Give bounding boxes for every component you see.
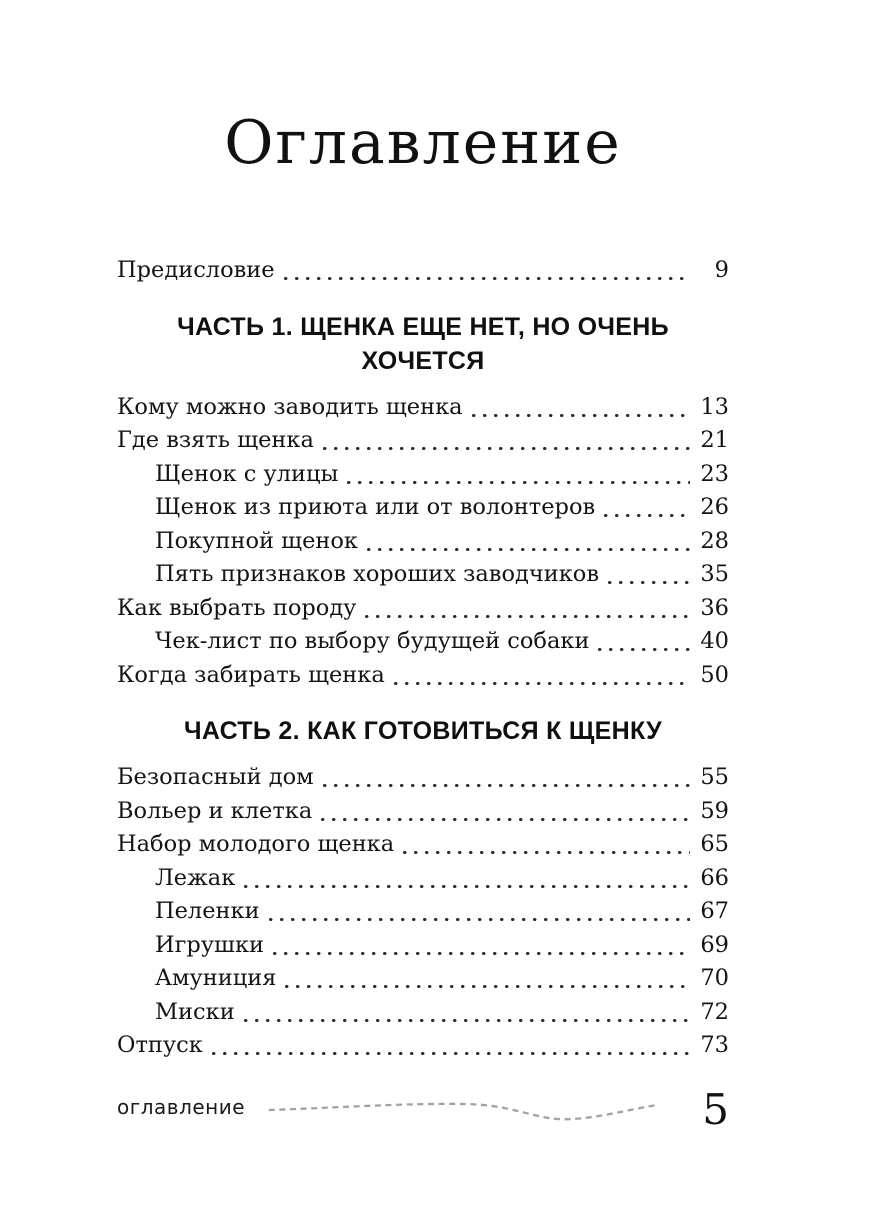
footer-page-number: 5 <box>702 1085 729 1134</box>
toc-entry-page: 21 <box>700 427 729 453</box>
toc-entry-label: Покупной щенок <box>155 527 358 554</box>
toc-entry-page: 35 <box>700 561 729 587</box>
dot-leader <box>244 885 690 888</box>
toc-entry-page: 28 <box>700 527 729 554</box>
toc-entry-page: 66 <box>700 864 729 891</box>
toc-entry <box>117 558 729 592</box>
toc-entry <box>117 625 729 659</box>
dot-leader <box>284 277 690 280</box>
dot-leader <box>394 682 690 685</box>
dot-leader <box>273 952 690 955</box>
dot-leader <box>608 581 690 584</box>
toc-entry-label: Амуниция <box>155 965 277 991</box>
toc-entry-page: 40 <box>700 628 729 654</box>
toc-entry-label: Отпуск <box>117 1032 203 1058</box>
toc-entry-page: 9 <box>714 257 729 283</box>
toc-entry-label: Набор молодого щенка <box>117 831 395 857</box>
toc-entry-label: Предисловие <box>117 257 275 283</box>
toc-entry-label: Безопасный дом <box>117 764 314 790</box>
toc-entry-label: Лежак <box>155 864 236 891</box>
page-footer <box>117 1085 729 1134</box>
toc-entry-label: Когда забирать щенка <box>117 661 385 688</box>
toc-list <box>117 254 729 1063</box>
dot-leader <box>244 1019 690 1022</box>
dot-leader <box>347 481 690 484</box>
toc-entry-label: Вольер и клетка <box>117 797 313 824</box>
toc-entry <box>117 592 729 626</box>
toc-entry <box>117 491 729 525</box>
toc-entry-label: Щенок из приюта или от волонтеров <box>155 494 596 520</box>
toc-entry-label: Как выбрать породу <box>117 594 357 621</box>
toc-entry <box>117 391 729 425</box>
toc-entry-page: 59 <box>700 797 729 824</box>
toc-entry-label: Игрушки <box>155 931 265 958</box>
footer-section-label: оглавление <box>117 1095 246 1119</box>
toc-entry-page: 70 <box>700 965 729 991</box>
toc-entry <box>117 254 729 288</box>
footer-wavy-line-icon <box>267 1092 658 1122</box>
dot-leader <box>365 615 690 618</box>
page-title: Оглавление <box>224 108 622 178</box>
toc-entry <box>117 862 729 896</box>
toc-entry-page: 23 <box>700 460 729 487</box>
dot-leader <box>285 985 690 988</box>
dot-leader <box>212 1052 690 1055</box>
toc-entry <box>117 761 729 795</box>
dot-leader <box>269 918 690 921</box>
dot-leader <box>598 648 690 651</box>
toc-entry <box>117 795 729 829</box>
toc-entry-page: 72 <box>700 998 729 1025</box>
toc-section-header: ЧАСТЬ 2. КАК ГОТОВИТЬСЯ К ЩЕНКУ <box>183 717 663 745</box>
toc-entry-page: 36 <box>700 594 729 621</box>
toc-entry-page: 55 <box>700 764 729 790</box>
dot-leader <box>403 851 690 854</box>
toc-entry-label: Пеленки <box>155 898 260 924</box>
toc-entry <box>117 659 729 693</box>
toc-entry <box>117 828 729 862</box>
toc-entry-label: Где взять щенка <box>117 427 314 453</box>
toc-entry <box>117 458 729 492</box>
toc-entry-label: Миски <box>155 998 235 1025</box>
toc-entry-label: Кому можно заводить щенка <box>117 393 463 420</box>
toc-entry-label: Щенок с улицы <box>155 460 339 487</box>
toc-entry <box>117 1029 729 1063</box>
toc-entry-page: 73 <box>700 1032 729 1058</box>
toc-entry-page: 13 <box>700 393 729 420</box>
dot-leader <box>604 514 690 517</box>
dot-leader <box>321 818 690 821</box>
toc-entry <box>117 996 729 1030</box>
dot-leader <box>472 414 690 417</box>
toc-entry <box>117 895 729 929</box>
toc-entry-page: 67 <box>700 898 729 924</box>
dot-leader <box>367 548 690 551</box>
dot-leader <box>323 447 690 450</box>
toc-entry-page: 50 <box>700 661 729 688</box>
toc-content <box>117 0 729 1063</box>
toc-entry <box>117 962 729 996</box>
toc-section-header: ЧАСТЬ 1. ЩЕНКА ЕЩЕ НЕТ, НО ОЧЕНЬ ХОЧЕТСЯ <box>177 312 669 375</box>
toc-entry-label: Чек-лист по выбору будущей собаки <box>155 628 590 654</box>
toc-entry <box>117 929 729 963</box>
toc-entry-page: 26 <box>700 494 729 520</box>
toc-entry <box>117 525 729 559</box>
toc-entry <box>117 424 729 458</box>
toc-entry-label: Пять признаков хороших заводчиков <box>155 561 600 587</box>
dot-leader <box>323 784 690 787</box>
toc-entry-page: 65 <box>700 831 729 857</box>
toc-entry-page: 69 <box>700 931 729 958</box>
